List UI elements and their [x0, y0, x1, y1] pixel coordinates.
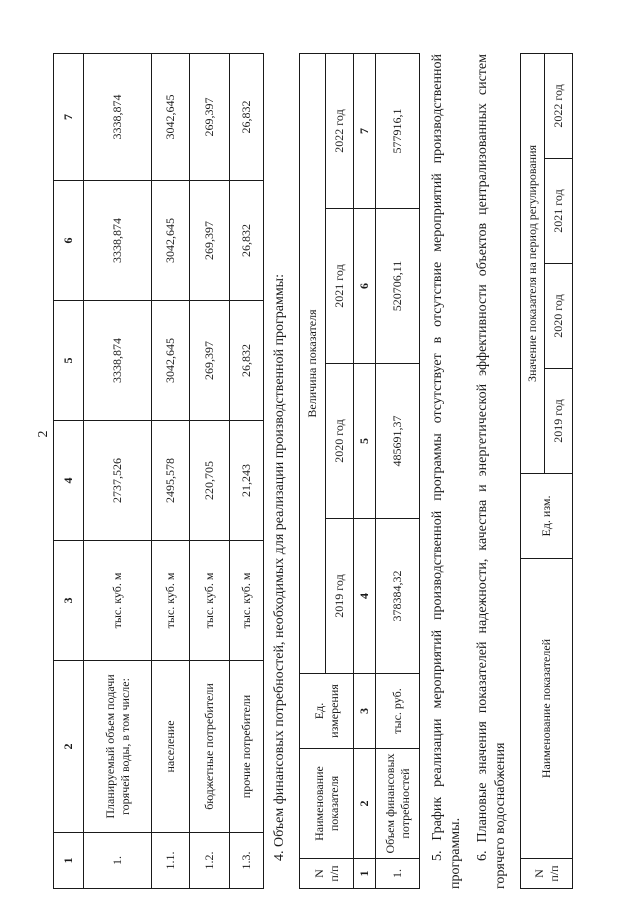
- header-cell: 2020 год: [545, 264, 573, 369]
- table-cell: 1.2.: [190, 833, 230, 889]
- table-row: [190, 54, 230, 889]
- table-number-row: [354, 54, 376, 889]
- table-cell: 3042,645: [152, 181, 190, 301]
- header-cell: 2021 год: [545, 159, 573, 264]
- header-cell: 5: [54, 301, 84, 421]
- table-cell: Объем финансовых потребностей: [376, 749, 420, 859]
- section-6-text: 6. Плановые значения показателей надежности, качества и энергетической эффективности объектов централизованных систем горячего водоснабжения: [475, 54, 508, 889]
- header-cell: 7: [54, 54, 84, 181]
- table-cell: тыс. куб. м: [230, 541, 264, 661]
- table-row: [376, 54, 420, 889]
- group-header-cell: Величина показателя: [300, 54, 326, 674]
- table-cell: тыс. руб.: [376, 674, 420, 749]
- table-cell: население: [152, 661, 190, 833]
- header-cell: N п/п: [521, 859, 573, 889]
- rotated-page-content: [53, 54, 598, 889]
- page-number: 2: [36, 430, 51, 438]
- header-cell: 4: [54, 421, 84, 541]
- table-cell: 1.: [84, 833, 152, 889]
- number-cell: 5: [354, 364, 376, 519]
- table-cell: 269,397: [190, 181, 230, 301]
- table-cell: 21,243: [230, 421, 264, 541]
- header-cell: 2019 год: [545, 369, 573, 474]
- table-cell: 220,705: [190, 421, 230, 541]
- table-cell: 26,832: [230, 54, 264, 181]
- table-cell: 1.: [376, 859, 420, 889]
- table-cell: 3338,874: [84, 54, 152, 181]
- header-cell: 2021 год: [326, 209, 354, 364]
- number-cell: 3: [354, 674, 376, 749]
- number-cell: 7: [354, 54, 376, 209]
- section-4-title: 4. Объем финансовых потребностей, необходимых для реализации производственной программы:: [272, 274, 287, 861]
- table-cell: 3338,874: [84, 301, 152, 421]
- table-cell: 378384,32: [376, 519, 420, 674]
- table-cell: 3338,874: [84, 181, 152, 301]
- number-cell: 2: [354, 749, 376, 859]
- table-cell: 2495,578: [152, 421, 190, 541]
- table-row: [152, 54, 190, 889]
- table-cell: Планируемый объем подачи горячей воды, в том числе:: [84, 661, 152, 833]
- header-cell: 2019 год: [326, 519, 354, 674]
- header-cell: Ед. измерения: [300, 674, 354, 749]
- table-cell: тыс. куб. м: [152, 541, 190, 661]
- header-cell: Наименование показателя: [300, 749, 354, 859]
- table-header-row: [54, 54, 84, 889]
- table-cell: 577916,1: [376, 54, 420, 209]
- table-cell: 26,832: [230, 181, 264, 301]
- table-header-row: [521, 53, 545, 888]
- financial-needs-table: [299, 53, 420, 889]
- table-cell: 485691,37: [376, 364, 420, 519]
- number-cell: 4: [354, 519, 376, 674]
- table-row: [84, 54, 152, 889]
- table-cell: тыс. куб. м: [190, 541, 230, 661]
- table-cell: 520706,11: [376, 209, 420, 364]
- table-row: [230, 54, 264, 889]
- table-cell: 1.3.: [230, 833, 264, 889]
- table-cell: бюджетные потребители: [190, 661, 230, 833]
- table-header-row: [300, 54, 326, 889]
- table-cell: тыс. куб. м: [84, 541, 152, 661]
- header-cell: N п/п: [300, 859, 354, 889]
- consumption-table: [53, 53, 264, 889]
- header-cell: Наименование показателей: [521, 559, 573, 859]
- group-header-cell: Значение показателя на период регулирования: [521, 53, 545, 473]
- header-cell: 2020 год: [326, 364, 354, 519]
- header-cell: 2: [54, 661, 84, 833]
- table-cell: прочие потребители: [230, 661, 264, 833]
- table-cell: 3042,645: [152, 54, 190, 181]
- header-cell: 2022 год: [326, 54, 354, 209]
- header-cell: 6: [54, 181, 84, 301]
- table-cell: 3042,645: [152, 301, 190, 421]
- section-5-text: 5. График реализации мероприятий производственной программы отсутствует в отсутствие мероприятий производственной программы.: [430, 54, 463, 889]
- table-cell: 1.1.: [152, 833, 190, 889]
- table-cell: 2737,526: [84, 421, 152, 541]
- indicators-table: [520, 53, 573, 889]
- number-cell: 6: [354, 209, 376, 364]
- header-cell: 1: [54, 833, 84, 889]
- number-cell: 1: [354, 859, 376, 889]
- table-cell: 269,397: [190, 54, 230, 181]
- header-cell: 2022 год: [545, 53, 573, 158]
- table-cell: 26,832: [230, 301, 264, 421]
- header-cell: Ед. изм.: [521, 474, 573, 559]
- header-cell: 3: [54, 541, 84, 661]
- table-cell: 269,397: [190, 301, 230, 421]
